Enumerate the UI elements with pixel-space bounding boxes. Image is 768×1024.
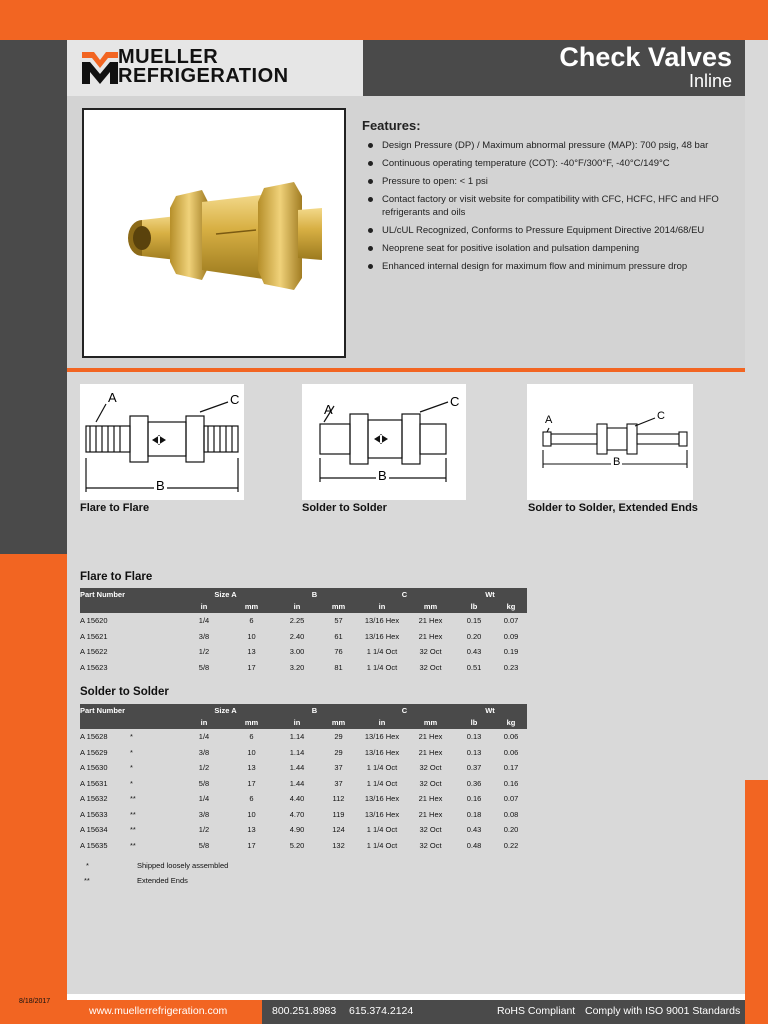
table-cell — [128, 629, 178, 645]
table-cell: 17 — [247, 840, 256, 850]
table-cell: 0.18 — [466, 809, 482, 819]
table-cell: 13/16 Hex — [364, 809, 400, 819]
table-cell: 0.13 — [466, 747, 482, 757]
flare-spec-table — [80, 588, 527, 675]
solder-spec-table — [80, 704, 527, 853]
table-cell: 37 — [334, 778, 343, 788]
table-cell: 4.40 — [289, 794, 305, 804]
dim-label-a: A — [324, 402, 333, 417]
table-cell: 10 — [247, 631, 256, 641]
table-cell: 76 — [334, 647, 343, 657]
iso-compliance: Comply with ISO 9001 Standards — [585, 1005, 741, 1017]
extended-diagram-drawing — [527, 384, 693, 500]
table-cell: 5/8 — [198, 662, 210, 672]
table-row — [80, 745, 527, 761]
table-cell: 32 Oct — [419, 825, 442, 835]
feature-item: Contact factory or visit website for compatibility with CFC, HCFC, HFC and HFO refrigerants and oils — [366, 193, 736, 219]
table-cell: 112 — [332, 794, 345, 804]
table-cell: 32 Oct — [419, 778, 442, 788]
table-cell: 0.15 — [466, 616, 482, 626]
table-cell: 21 Hex — [418, 616, 443, 626]
table-cell: 1.44 — [289, 778, 305, 788]
feature-item: Pressure to open: < 1 psi — [366, 175, 736, 188]
table-cell: 0.43 — [466, 647, 482, 657]
table-cell: 61 — [334, 631, 343, 641]
table-cell — [128, 660, 178, 676]
table-cell: 0.07 — [503, 616, 519, 626]
table-cell: 124 — [332, 825, 345, 835]
table-cell: A 15623 — [80, 662, 108, 672]
table-subheader-row — [80, 601, 527, 614]
dim-label-b: B — [378, 468, 387, 483]
dim-label-c: C — [450, 394, 460, 409]
table-cell: 1/2 — [198, 647, 210, 657]
table-cell: 1 1/4 Oct — [366, 840, 398, 850]
table-cell: A 15633 — [80, 809, 108, 819]
logo-line-1: MUELLER — [118, 46, 219, 68]
table-row — [80, 760, 527, 776]
dim-label-c: C — [230, 392, 240, 407]
table-cell: 4.90 — [289, 825, 305, 835]
dim-label-b: B — [613, 456, 621, 468]
right-panel-strip — [745, 40, 768, 780]
table-cell: 2.25 — [289, 616, 305, 626]
table-cell: 0.20 — [466, 631, 482, 641]
diagram-solder-to-solder — [302, 384, 466, 500]
table-cell: 32 Oct — [419, 840, 442, 850]
table-cell: 32 Oct — [419, 763, 442, 773]
diagram-caption: Solder to Solder, Extended Ends — [528, 502, 698, 514]
left-accent-bar-bottom — [0, 554, 67, 1024]
right-accent-bar — [745, 780, 768, 1024]
table-cell: 3/8 — [198, 747, 210, 757]
feature-item: Design Pressure (DP) / Maximum abnormal pressure (MAP): 700 psig, 48 bar — [366, 139, 736, 152]
table-cell: 0.09 — [503, 631, 519, 641]
table-cell: 4.70 — [289, 809, 305, 819]
table-cell: 1 1/4 Oct — [366, 647, 398, 657]
col-b: B — [273, 704, 356, 717]
table-row — [80, 660, 527, 676]
table-row — [80, 791, 527, 807]
table-cell: 21 Hex — [418, 631, 443, 641]
flare-table-title: Flare to Flare — [80, 571, 153, 583]
feature-item: Neoprene seat for positive isolation and pulsation dampening — [366, 242, 736, 255]
table-row — [80, 838, 527, 854]
table-cell: * — [130, 747, 133, 757]
table-cell: 29 — [334, 732, 343, 742]
section-divider — [67, 368, 745, 372]
table-cell: 1 1/4 Oct — [366, 763, 398, 773]
table-header-row — [80, 704, 527, 717]
table-cell: 5/8 — [198, 840, 210, 850]
table-row — [80, 644, 527, 660]
unit-in: in — [178, 601, 230, 614]
col-c: C — [356, 704, 453, 717]
table-row — [80, 729, 527, 745]
unit-mm: mm — [230, 601, 273, 614]
table-cell: * — [130, 732, 133, 742]
table-cell: A 15621 — [80, 631, 108, 641]
table-cell: 0.20 — [503, 825, 519, 835]
table-row — [80, 629, 527, 645]
table-cell: 6 — [249, 794, 254, 804]
dim-label-a: A — [545, 414, 553, 426]
footnote-text: Extended Ends — [137, 876, 188, 885]
table-row — [80, 822, 527, 838]
table-cell: 81 — [334, 662, 343, 672]
table-cell: 0.23 — [503, 662, 519, 672]
footnote-mark: * — [86, 861, 89, 870]
phone-number-2: 615.374.2124 — [349, 1005, 414, 1017]
col-wt: Wt — [453, 588, 527, 601]
left-dark-bar — [0, 40, 67, 554]
table-row — [80, 807, 527, 823]
diagram-caption: Flare to Flare — [80, 502, 150, 514]
col-part-number: Part Number — [80, 588, 178, 601]
table-cell: 0.17 — [503, 763, 519, 773]
unit-mm: mm — [408, 717, 453, 730]
unit-in: in — [356, 717, 408, 730]
table-cell: A 15622 — [80, 647, 108, 657]
unit-kg: kg — [495, 717, 527, 730]
table-cell: A 15634 — [80, 825, 108, 835]
table-cell: 119 — [332, 809, 345, 819]
phone-number-1: 800.251.8983 — [272, 1005, 337, 1017]
col-wt: Wt — [453, 704, 527, 717]
document-date: 8/18/2017 — [19, 998, 51, 1005]
logo-mark-icon — [82, 50, 118, 86]
table-cell: 17 — [247, 778, 256, 788]
table-cell: 3.00 — [289, 647, 305, 657]
table-cell: 0.48 — [466, 840, 482, 850]
table-cell: ** — [130, 825, 136, 835]
table-cell: 0.37 — [466, 763, 482, 773]
table-cell — [128, 644, 178, 660]
table-cell: 0.06 — [503, 747, 519, 757]
table-cell: A 15631 — [80, 778, 108, 788]
table-cell: 1.14 — [289, 732, 305, 742]
dim-label-c: C — [657, 410, 665, 422]
unit-mm: mm — [408, 601, 453, 614]
table-cell: 1/4 — [198, 794, 210, 804]
table-cell: 29 — [334, 747, 343, 757]
table-cell: ** — [130, 809, 136, 819]
table-cell: 0.13 — [466, 732, 482, 742]
diagram-flare-to-flare — [80, 384, 244, 500]
table-header-row — [80, 588, 527, 601]
table-cell: 21 Hex — [418, 809, 443, 819]
unit-in: in — [178, 717, 230, 730]
table-cell: 13/16 Hex — [364, 794, 400, 804]
features-heading: Features: — [362, 118, 421, 133]
table-cell: ** — [130, 840, 136, 850]
table-cell: 13 — [247, 825, 256, 835]
rohs-compliance: RoHS Compliant — [497, 1005, 576, 1017]
table-cell: 21 Hex — [418, 794, 443, 804]
unit-kg: kg — [495, 601, 527, 614]
table-cell: A 15629 — [80, 747, 108, 757]
table-cell: A 15620 — [80, 616, 108, 626]
page-title: Check Valves — [559, 42, 732, 72]
feature-item: Enhanced internal design for maximum flow and minimum pressure drop — [366, 260, 736, 273]
col-size-a: Size A — [178, 588, 273, 601]
unit-mm: mm — [321, 717, 356, 730]
table-cell: 10 — [247, 747, 256, 757]
table-cell: 0.22 — [503, 840, 519, 850]
table-cell: 13/16 Hex — [364, 747, 400, 757]
website-link[interactable]: www.muellerrefrigeration.com — [89, 1005, 228, 1017]
feature-item: UL/cUL Recognized, Conforms to Pressure Equipment Directive 2014/68/EU — [366, 224, 736, 237]
table-cell: 5/8 — [198, 778, 210, 788]
unit-lb: lb — [453, 717, 495, 730]
unit-in: in — [356, 601, 408, 614]
table-cell — [128, 613, 178, 629]
diagram-caption: Solder to Solder — [302, 502, 387, 514]
table-row — [80, 613, 527, 629]
table-cell: 0.06 — [503, 732, 519, 742]
table-cell: A 15630 — [80, 763, 108, 773]
feature-item: Continuous operating temperature (COT): -40°F/300°F, -40°C/149°C — [366, 157, 736, 170]
table-cell: 32 Oct — [419, 647, 442, 657]
table-cell: 10 — [247, 809, 256, 819]
table-cell: 1.14 — [289, 747, 305, 757]
table-cell: 6 — [249, 616, 254, 626]
table-cell: 0.36 — [466, 778, 482, 788]
table-cell: * — [130, 763, 133, 773]
table-cell: 13/16 Hex — [364, 616, 400, 626]
table-cell: 5.20 — [289, 840, 305, 850]
table-cell: 3/8 — [198, 631, 210, 641]
logo-line-2: REFRIGERATION — [118, 65, 289, 87]
table-cell: A 15635 — [80, 840, 108, 850]
unit-lb: lb — [453, 601, 495, 614]
table-cell: 1 1/4 Oct — [366, 825, 398, 835]
col-c: C — [356, 588, 453, 601]
table-cell: 1 1/4 Oct — [366, 778, 398, 788]
table-cell: 1/4 — [198, 616, 210, 626]
solder-table-title: Solder to Solder — [80, 686, 169, 698]
unit-mm: mm — [230, 717, 273, 730]
table-cell: 1.44 — [289, 763, 305, 773]
left-accent-bar-top — [0, 0, 67, 40]
table-cell: 1 1/4 Oct — [366, 662, 398, 672]
unit-mm: mm — [321, 601, 356, 614]
table-cell: ** — [130, 794, 136, 804]
col-part-number: Part Number — [80, 704, 178, 717]
table-cell: 0.16 — [466, 794, 482, 804]
table-cell: 2.40 — [289, 631, 305, 641]
table-cell: 132 — [332, 840, 345, 850]
product-photo — [82, 108, 346, 358]
table-cell: 1/2 — [198, 763, 210, 773]
table-cell: 0.08 — [503, 809, 519, 819]
table-cell: 13 — [247, 647, 256, 657]
valve-photo-illustration — [84, 110, 344, 356]
page-subtitle: Inline — [688, 71, 732, 91]
table-cell: 6 — [249, 732, 254, 742]
table-cell: 0.43 — [466, 825, 482, 835]
table-cell: * — [130, 778, 133, 788]
table-cell: 21 Hex — [418, 732, 443, 742]
table-cell: 0.51 — [466, 662, 482, 672]
footnote-text: Shipped loosely assembled — [137, 861, 229, 870]
dim-label-b: B — [156, 478, 165, 493]
unit-in: in — [273, 717, 321, 730]
table-cell: 1/2 — [198, 825, 210, 835]
table-cell: 3.20 — [289, 662, 305, 672]
table-cell: 13 — [247, 763, 256, 773]
table-cell: 1/4 — [198, 732, 210, 742]
table-cell: A 15632 — [80, 794, 108, 804]
table-cell: 37 — [334, 763, 343, 773]
company-logo — [82, 46, 342, 90]
table-cell: 57 — [334, 616, 343, 626]
table-cell: 17 — [247, 662, 256, 672]
table-cell: 0.19 — [503, 647, 519, 657]
col-b: B — [273, 588, 356, 601]
table-cell: A 15628 — [80, 732, 108, 742]
table-subheader-row — [80, 717, 527, 730]
unit-in: in — [273, 601, 321, 614]
table-cell: 32 Oct — [419, 662, 442, 672]
table-cell: 3/8 — [198, 809, 210, 819]
table-row — [80, 776, 527, 792]
table-cell: 21 Hex — [418, 747, 443, 757]
col-size-a: Size A — [178, 704, 273, 717]
footnote-mark: ** — [84, 876, 90, 885]
diagram-solder-extended — [527, 384, 693, 500]
table-cell: 0.16 — [503, 778, 519, 788]
dim-label-a: A — [108, 390, 117, 405]
features-list — [366, 139, 736, 278]
table-cell: 13/16 Hex — [364, 732, 400, 742]
table-cell: 0.07 — [503, 794, 519, 804]
top-accent-band — [67, 0, 768, 40]
table-cell: 13/16 Hex — [364, 631, 400, 641]
